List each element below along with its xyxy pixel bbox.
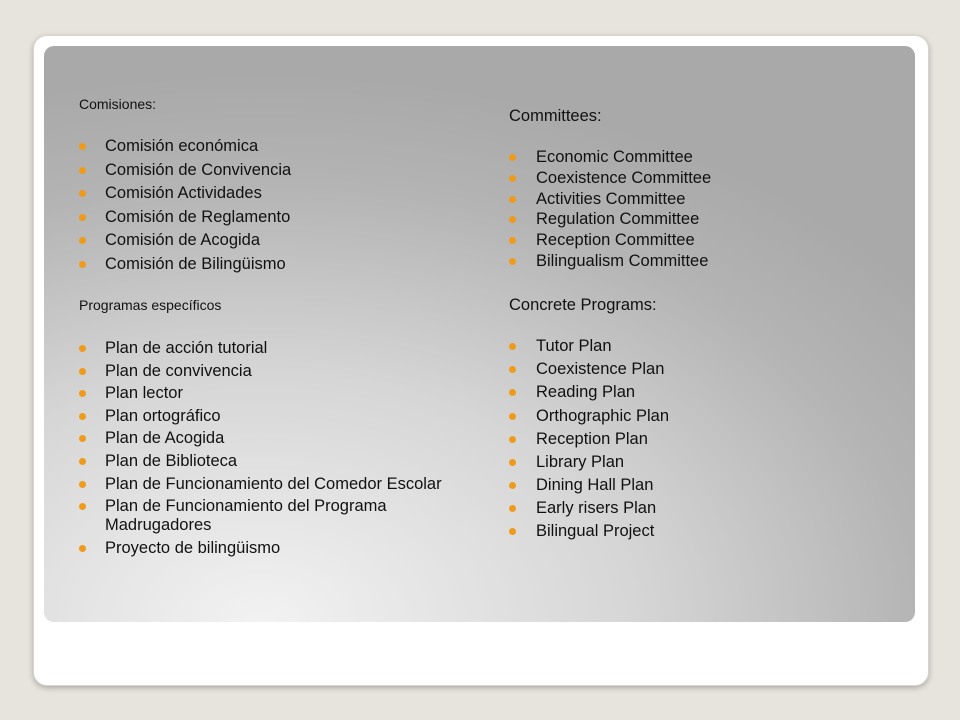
committees-heading-es: Comisiones: — [79, 96, 157, 112]
spanish-column — [79, 96, 479, 561]
committees-list-en — [509, 148, 869, 271]
list-item: Plan de Biblioteca — [79, 452, 479, 471]
list-item: Bilingualism Committee — [509, 252, 869, 271]
list-item: Plan ortográfico — [79, 407, 479, 426]
list-item: Early risers Plan — [509, 499, 869, 518]
list-item: Plan de Funcionamiento del Programa Madrugadores — [79, 497, 455, 535]
list-item: Plan lector — [79, 384, 479, 403]
list-item: Comisión económica — [79, 137, 479, 156]
list-item: Economic Committee — [509, 148, 869, 167]
english-column — [509, 107, 869, 546]
programs-heading-es: Programas específicos — [79, 296, 222, 313]
list-item: Orthographic Plan — [509, 407, 869, 426]
list-item: Tutor Plan — [509, 337, 869, 356]
programs-heading-en: Concrete Programs: — [509, 295, 657, 314]
programs-list-es — [79, 339, 479, 558]
list-item: Regulation Committee — [509, 210, 869, 229]
list-item: Proyecto de bilingüismo — [79, 539, 479, 558]
list-item: Comisión de Acogida — [79, 231, 479, 250]
list-item: Reception Committee — [509, 231, 869, 250]
list-item: Plan de convivencia — [79, 362, 479, 381]
list-item: Coexistence Committee — [509, 169, 869, 188]
list-item: Reading Plan — [509, 383, 869, 402]
list-item: Library Plan — [509, 453, 869, 472]
list-item: Coexistence Plan — [509, 360, 869, 379]
list-item: Activities Committee — [509, 190, 869, 209]
list-item: Plan de acción tutorial — [79, 339, 479, 358]
list-item: Bilingual Project — [509, 522, 869, 541]
committees-heading-en: Committees: — [509, 107, 602, 125]
committees-list-es — [79, 137, 479, 274]
list-item: Reception Plan — [509, 430, 869, 449]
list-item: Comisión de Convivencia — [79, 161, 479, 180]
list-item: Plan de Funcionamiento del Comedor Escolar — [79, 475, 455, 494]
list-item: Comisión de Bilingüismo — [79, 255, 479, 274]
list-item: Dining Hall Plan — [509, 476, 869, 495]
list-item: Comisión de Reglamento — [79, 208, 479, 227]
programs-list-en — [509, 337, 869, 542]
list-item: Plan de Acogida — [79, 429, 479, 448]
list-item: Comisión Actividades — [79, 184, 479, 203]
